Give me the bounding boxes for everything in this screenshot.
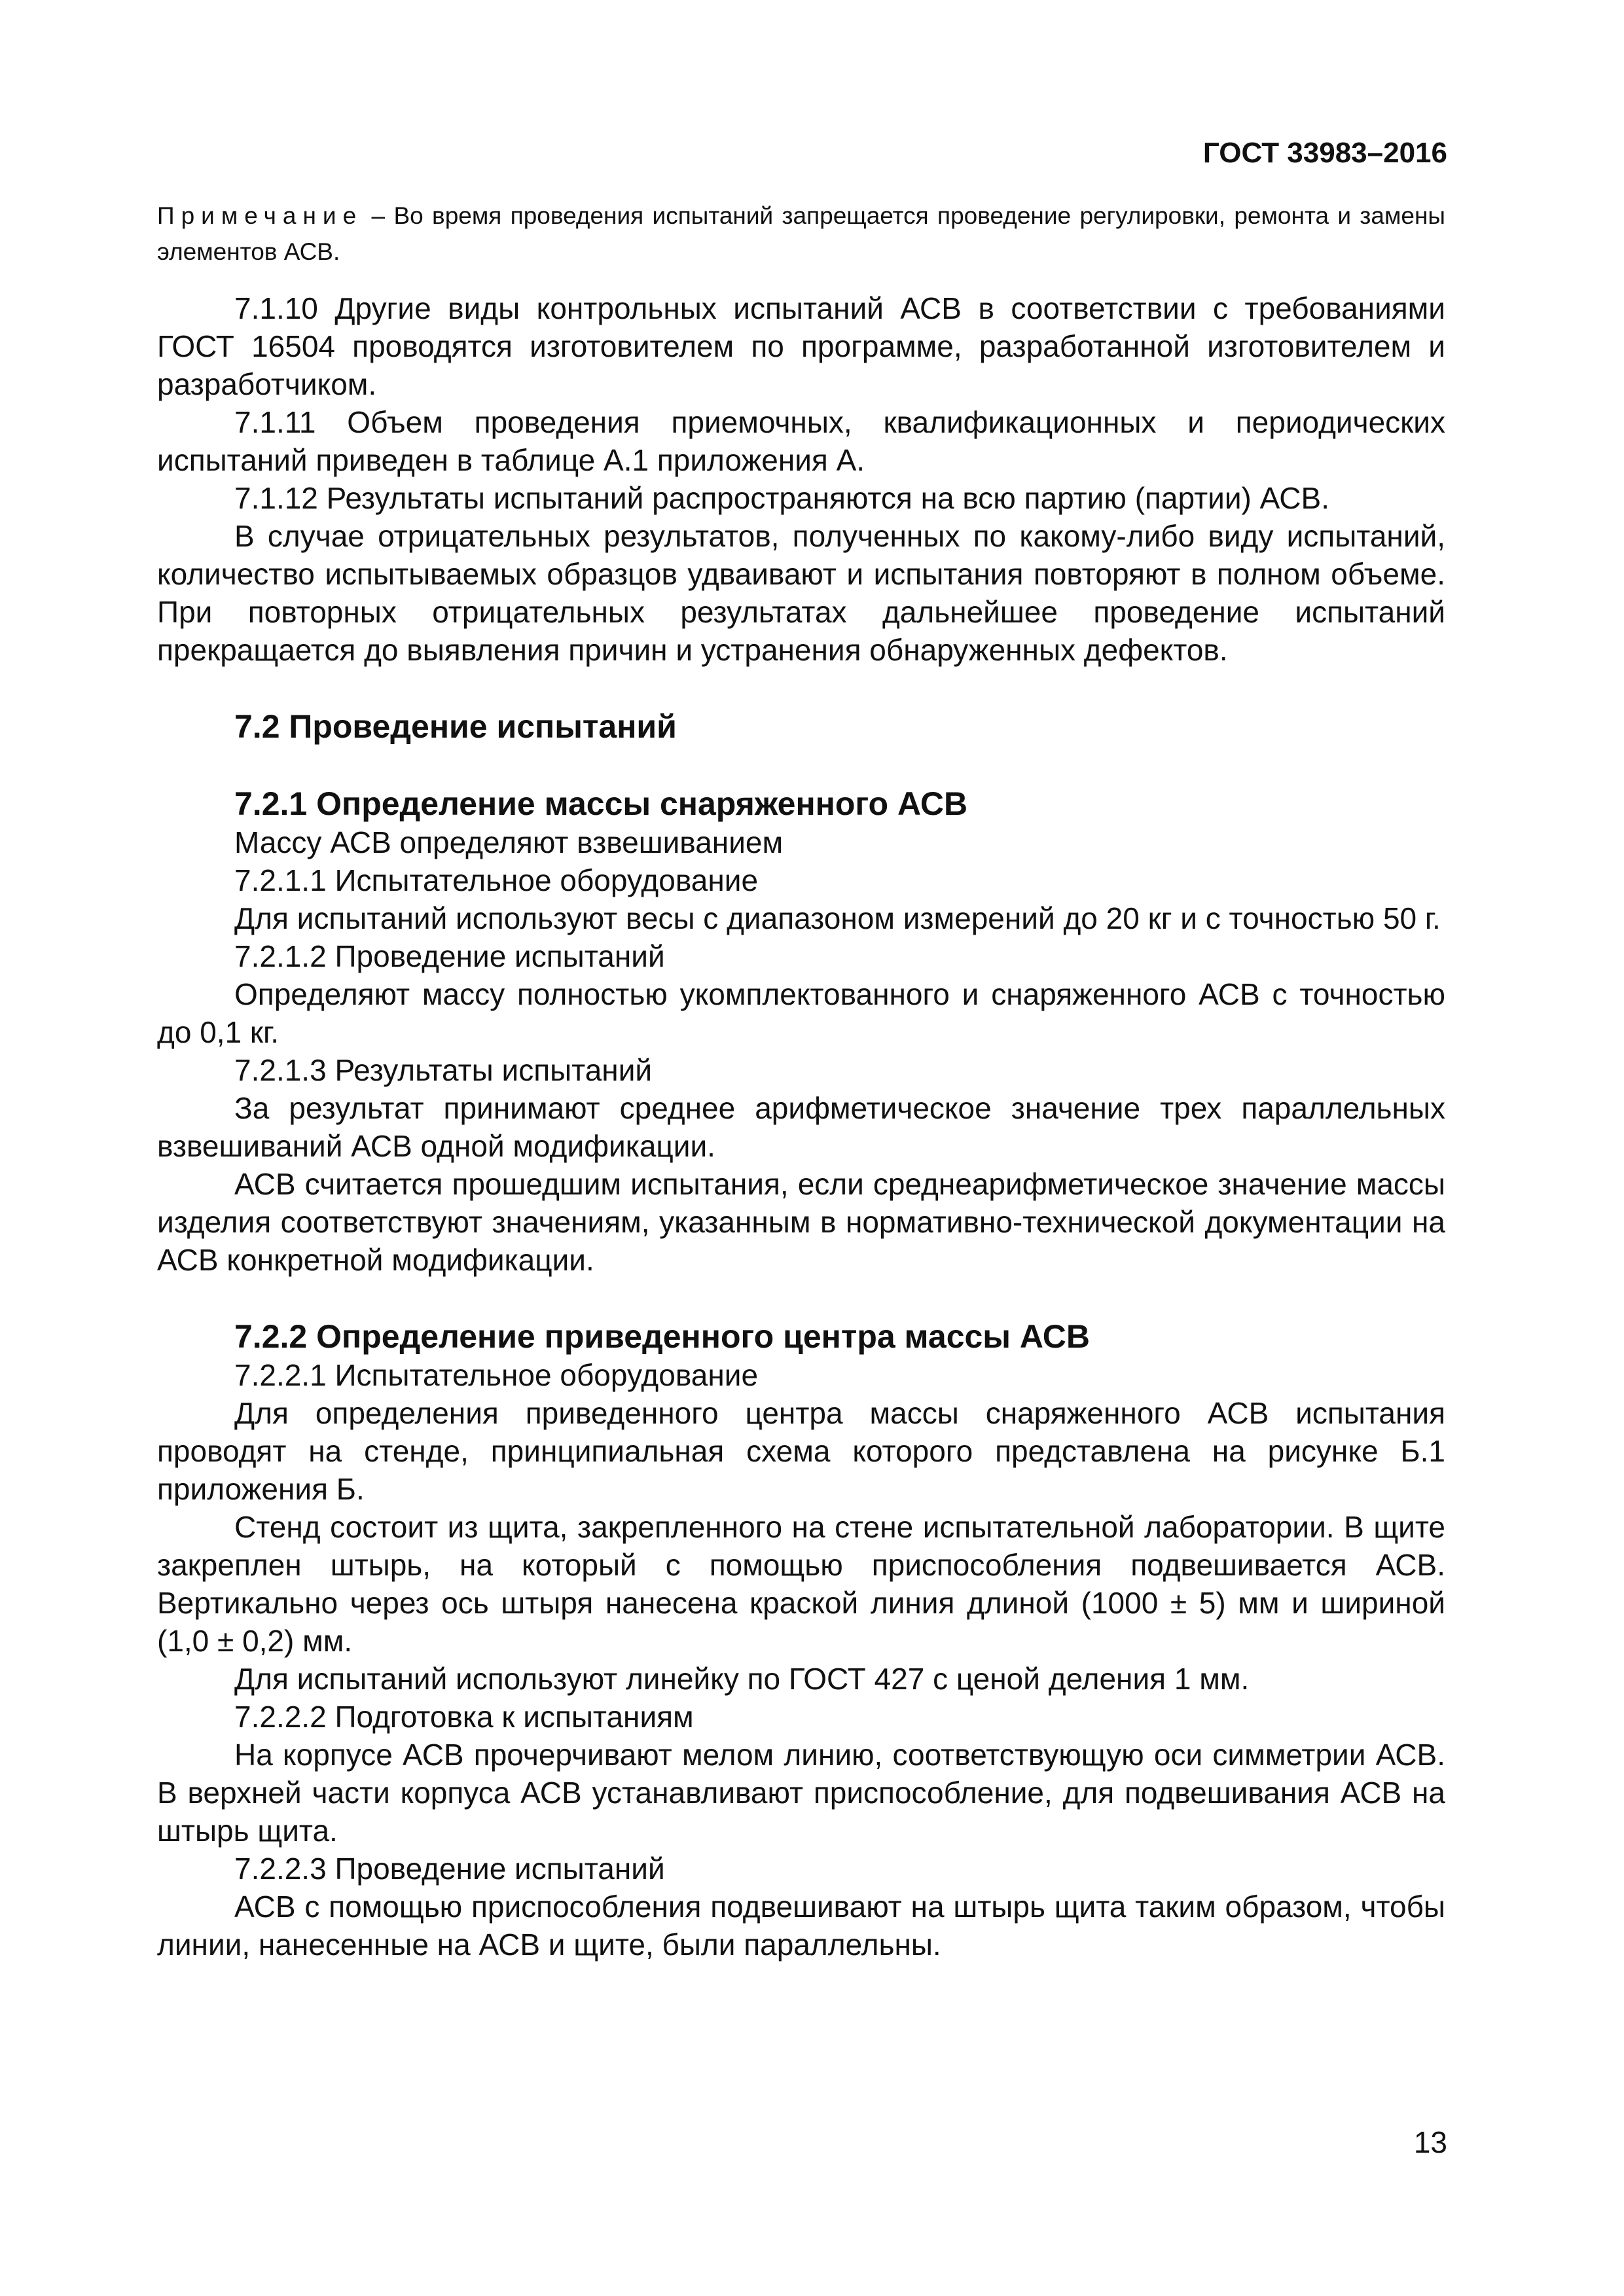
- paragraph-7-2-1-3-title: 7.2.1.3 Результаты испытаний: [234, 1053, 653, 1087]
- heading-7-2: 7.2 Проведение испытаний: [234, 708, 677, 745]
- paragraph-7-2-1-3-conclusion: АСВ считается прошедшим испытания, если среднеарифметическое значение массы изделия соответствуют значениям, указанным в нормативно-технической документации на АСВ конкретной модификации.: [157, 1167, 1445, 1277]
- paragraph-7-1-11: 7.1.11 Объем проведения приемочных, квалификационных и периодических испытаний приведен в таблице А.1 приложения А.: [157, 405, 1445, 477]
- paragraph-7-1-12: 7.1.12 Результаты испытаний распространяются на всю партию (партии) АСВ.: [234, 481, 1329, 515]
- heading-7-2-1: 7.2.1 Определение массы снаряженного АСВ: [234, 785, 968, 822]
- spacer: [157, 746, 1445, 784]
- note-text: – Во время проведения испытаний запрещается проведение регулировки, ремонта и замены элементов АСВ.: [157, 202, 1445, 265]
- page-content: [157, 198, 1445, 1964]
- paragraph-7-1-10: 7.1.10 Другие виды контрольных испытаний АСВ в соответствии с требованиями ГОСТ 16504 проводятся изготовителем по программе, разработанной изготовителем и разработчиком.: [157, 291, 1445, 401]
- paragraph-7-2-1-3-text: За результат принимают среднее арифметическое значение трех параллельных взвешиваний АСВ одной модификации.: [157, 1091, 1445, 1163]
- spacer: [157, 669, 1445, 707]
- note: [157, 198, 1445, 270]
- paragraph-7-2-2-3-text: АСВ с помощью приспособления подвешивают на штырь щита таким образом, чтобы линии, нанесенные на АСВ и щите, были параллельны.: [157, 1890, 1445, 1962]
- paragraph-7-2-2-2-title: 7.2.2.2 Подготовка к испытаниям: [234, 1700, 694, 1734]
- note-label: Примечание: [157, 202, 363, 229]
- paragraph-7-2-2-1-title: 7.2.2.1 Испытательное оборудование: [234, 1358, 759, 1392]
- spacer: [157, 270, 1445, 289]
- paragraph-7-2-1-intro: Массу АСВ определяют взвешиванием: [234, 825, 784, 859]
- heading-7-2-2: 7.2.2 Определение приведенного центра массы АСВ: [234, 1318, 1090, 1355]
- document-code: ГОСТ 33983–2016: [1202, 137, 1447, 169]
- paragraph-7-2-2-3-title: 7.2.2.3 Проведение испытаний: [234, 1852, 665, 1886]
- paragraph-7-2-1-1-text: Для испытаний используют весы с диапазоном измерений до 20 кг и с точностью 50 г.: [234, 901, 1441, 935]
- paragraph-7-2-2-1-text: Для определения приведенного центра массы снаряженного АСВ испытания проводят на стенде, принципиальная схема которого представлена на рисунке Б.1 приложения Б.: [157, 1396, 1445, 1506]
- paragraph-7-2-1-2-text: Определяют массу полностью укомплектованного и снаряженного АСВ с точностью до 0,1 кг.: [157, 977, 1445, 1049]
- paragraph-7-2-2-1-stand: Стенд состоит из щита, закрепленного на стене испытательной лаборатории. В щите закреплен штырь, на который с помощью приспособления подвешивается АСВ. Вертикально через ось штыря нанесена краской линия длиной (1000 ± 5) мм и шириной (1,0 ± 0,2) мм.: [157, 1510, 1445, 1658]
- paragraph-7-2-2-1-ruler: Для испытаний используют линейку по ГОСТ 427 с ценой деления 1 мм.: [234, 1662, 1250, 1696]
- page-number: 13: [1413, 2125, 1447, 2159]
- paragraph-7-2-1-1-title: 7.2.1.1 Испытательное оборудование: [234, 863, 759, 897]
- paragraph-7-2-1-2-title: 7.2.1.2 Проведение испытаний: [234, 939, 665, 973]
- paragraph-7-2-2-2-text: На корпусе АСВ прочерчивают мелом линию, соответствующую оси симметрии АСВ. В верхней части корпуса АСВ устанавливают приспособление, для подвешивания АСВ на штырь щита.: [157, 1738, 1445, 1848]
- paragraph-negative-results: В случае отрицательных результатов, полученных по какому-либо виду испытаний, количество испытываемых образцов удваивают и испытания повторяют в полном объеме. При повторных отрицательных результатах дальнейшее проведение испытаний прекращается до выявления причин и устранения обнаруженных дефектов.: [157, 519, 1445, 667]
- spacer: [157, 1279, 1445, 1317]
